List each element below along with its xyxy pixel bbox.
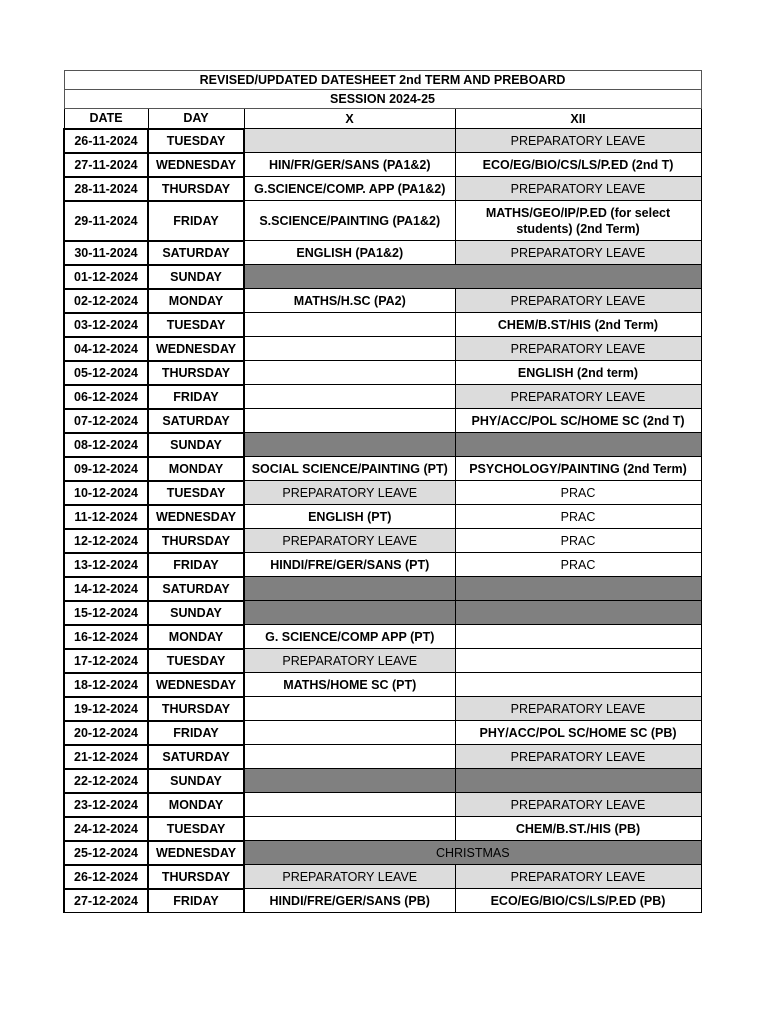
day-cell: TUESDAY bbox=[148, 649, 244, 673]
date-cell: 26-12-2024 bbox=[64, 865, 148, 889]
header-row bbox=[64, 109, 701, 129]
class-xii-cell: PREPARATORY LEAVE bbox=[455, 337, 701, 361]
session-row bbox=[64, 90, 701, 109]
date-cell: 25-12-2024 bbox=[64, 841, 148, 865]
class-xii-cell: PRAC bbox=[455, 553, 701, 577]
column-header-date: DATE bbox=[64, 109, 148, 129]
class-xii-cell: PHY/ACC/POL SC/HOME SC (PB) bbox=[455, 721, 701, 745]
day-cell: SUNDAY bbox=[148, 265, 244, 289]
day-cell: SATURDAY bbox=[148, 241, 244, 265]
day-cell: TUESDAY bbox=[148, 129, 244, 153]
date-cell: 04-12-2024 bbox=[64, 337, 148, 361]
class-x-cell: ENGLISH (PA1&2) bbox=[244, 241, 455, 265]
class-x-cell bbox=[244, 129, 455, 153]
class-xii-cell: PRAC bbox=[455, 505, 701, 529]
table-row bbox=[64, 841, 701, 865]
day-cell: THURSDAY bbox=[148, 177, 244, 201]
table-row bbox=[64, 177, 701, 201]
table-row bbox=[64, 889, 701, 913]
date-cell: 24-12-2024 bbox=[64, 817, 148, 841]
class-xii-cell: PREPARATORY LEAVE bbox=[455, 177, 701, 201]
class-xii-cell: PREPARATORY LEAVE bbox=[455, 129, 701, 153]
class-xii-cell bbox=[455, 625, 701, 649]
date-cell: 30-11-2024 bbox=[64, 241, 148, 265]
table-row bbox=[64, 601, 701, 625]
class-xii-cell: PREPARATORY LEAVE bbox=[455, 241, 701, 265]
table-row bbox=[64, 817, 701, 841]
date-cell: 18-12-2024 bbox=[64, 673, 148, 697]
table-row bbox=[64, 433, 701, 457]
class-x-cell bbox=[244, 745, 455, 769]
class-x-cell: ENGLISH (PT) bbox=[244, 505, 455, 529]
day-cell: WEDNESDAY bbox=[148, 505, 244, 529]
table-row bbox=[64, 673, 701, 697]
date-cell: 23-12-2024 bbox=[64, 793, 148, 817]
class-xii-cell: ECO/EG/BIO/CS/LS/P.ED (PB) bbox=[455, 889, 701, 913]
class-xii-cell: ENGLISH (2nd term) bbox=[455, 361, 701, 385]
day-cell: FRIDAY bbox=[148, 553, 244, 577]
table-row bbox=[64, 409, 701, 433]
class-xii-cell: PRAC bbox=[455, 481, 701, 505]
table-row bbox=[64, 129, 701, 153]
table-row bbox=[64, 265, 701, 289]
day-cell: MONDAY bbox=[148, 289, 244, 313]
class-x-cell bbox=[244, 361, 455, 385]
class-x-cell bbox=[244, 721, 455, 745]
date-cell: 03-12-2024 bbox=[64, 313, 148, 337]
class-x-cell: PREPARATORY LEAVE bbox=[244, 649, 455, 673]
day-cell: TUESDAY bbox=[148, 481, 244, 505]
table-row bbox=[64, 289, 701, 313]
table-row bbox=[64, 361, 701, 385]
table-row bbox=[64, 745, 701, 769]
class-xii-cell: MATHS/GEO/IP/P.ED (for select students) (2nd Term) bbox=[455, 201, 701, 241]
date-cell: 07-12-2024 bbox=[64, 409, 148, 433]
day-cell: THURSDAY bbox=[148, 865, 244, 889]
class-xii-cell: PREPARATORY LEAVE bbox=[455, 745, 701, 769]
class-xii-cell: PSYCHOLOGY/PAINTING (2nd Term) bbox=[455, 457, 701, 481]
class-x-cell: MATHS/H.SC (PA2) bbox=[244, 289, 455, 313]
class-xii-cell bbox=[455, 577, 701, 601]
class-x-cell: G. SCIENCE/COMP APP (PT) bbox=[244, 625, 455, 649]
class-xii-cell: CHEM/B.ST/HIS (2nd Term) bbox=[455, 313, 701, 337]
table-row bbox=[64, 385, 701, 409]
day-cell: SUNDAY bbox=[148, 601, 244, 625]
column-header-day: DAY bbox=[148, 109, 244, 129]
date-cell: 20-12-2024 bbox=[64, 721, 148, 745]
table-row bbox=[64, 201, 701, 241]
column-header-xii: XII bbox=[455, 109, 701, 129]
table-row bbox=[64, 457, 701, 481]
date-cell: 06-12-2024 bbox=[64, 385, 148, 409]
class-x-cell: SOCIAL SCIENCE/PAINTING (PT) bbox=[244, 457, 455, 481]
day-cell: TUESDAY bbox=[148, 313, 244, 337]
class-x-cell bbox=[244, 697, 455, 721]
class-xii-cell: PHY/ACC/POL SC/HOME SC (2nd T) bbox=[455, 409, 701, 433]
date-cell: 19-12-2024 bbox=[64, 697, 148, 721]
day-cell: SUNDAY bbox=[148, 769, 244, 793]
class-x-cell bbox=[244, 601, 455, 625]
day-cell: SUNDAY bbox=[148, 433, 244, 457]
table-row bbox=[64, 505, 701, 529]
date-cell: 22-12-2024 bbox=[64, 769, 148, 793]
day-cell: THURSDAY bbox=[148, 697, 244, 721]
day-cell: MONDAY bbox=[148, 457, 244, 481]
class-xii-cell bbox=[455, 649, 701, 673]
day-cell: SATURDAY bbox=[148, 409, 244, 433]
class-x-cell: MATHS/HOME SC (PT) bbox=[244, 673, 455, 697]
date-cell: 29-11-2024 bbox=[64, 201, 148, 241]
class-xii-cell bbox=[455, 769, 701, 793]
class-xii-cell: PREPARATORY LEAVE bbox=[455, 793, 701, 817]
day-cell: FRIDAY bbox=[148, 201, 244, 241]
column-header-x: X bbox=[244, 109, 455, 129]
sheet-title: REVISED/UPDATED DATESHEET 2nd TERM AND PREBOARD bbox=[64, 71, 701, 90]
class-xii-cell: PRAC bbox=[455, 529, 701, 553]
date-cell: 21-12-2024 bbox=[64, 745, 148, 769]
table-row bbox=[64, 697, 701, 721]
day-cell: THURSDAY bbox=[148, 361, 244, 385]
date-cell: 27-11-2024 bbox=[64, 153, 148, 177]
table-row bbox=[64, 241, 701, 265]
day-cell: WEDNESDAY bbox=[148, 337, 244, 361]
class-x-cell: HINDI/FRE/GER/SANS (PB) bbox=[244, 889, 455, 913]
class-x-cell bbox=[244, 793, 455, 817]
class-x-cell bbox=[244, 385, 455, 409]
date-cell: 27-12-2024 bbox=[64, 889, 148, 913]
class-xii-cell: PREPARATORY LEAVE bbox=[455, 865, 701, 889]
day-cell: MONDAY bbox=[148, 625, 244, 649]
table-row bbox=[64, 481, 701, 505]
blocked-cell bbox=[244, 265, 701, 289]
date-cell: 15-12-2024 bbox=[64, 601, 148, 625]
table-row bbox=[64, 721, 701, 745]
class-x-cell bbox=[244, 817, 455, 841]
table-row bbox=[64, 337, 701, 361]
day-cell: TUESDAY bbox=[148, 817, 244, 841]
class-x-cell bbox=[244, 409, 455, 433]
class-x-cell bbox=[244, 313, 455, 337]
day-cell: WEDNESDAY bbox=[148, 841, 244, 865]
class-x-cell: PREPARATORY LEAVE bbox=[244, 481, 455, 505]
holiday-cell: CHRISTMAS bbox=[244, 841, 701, 865]
day-cell: MONDAY bbox=[148, 793, 244, 817]
date-cell: 08-12-2024 bbox=[64, 433, 148, 457]
date-cell: 05-12-2024 bbox=[64, 361, 148, 385]
table-row bbox=[64, 153, 701, 177]
table-row bbox=[64, 313, 701, 337]
date-cell: 10-12-2024 bbox=[64, 481, 148, 505]
class-xii-cell: ECO/EG/BIO/CS/LS/P.ED (2nd T) bbox=[455, 153, 701, 177]
datesheet-body bbox=[64, 129, 701, 913]
class-x-cell bbox=[244, 337, 455, 361]
table-row bbox=[64, 625, 701, 649]
table-row bbox=[64, 577, 701, 601]
class-x-cell: PREPARATORY LEAVE bbox=[244, 529, 455, 553]
class-x-cell: PREPARATORY LEAVE bbox=[244, 865, 455, 889]
date-cell: 09-12-2024 bbox=[64, 457, 148, 481]
day-cell: WEDNESDAY bbox=[148, 153, 244, 177]
class-x-cell bbox=[244, 769, 455, 793]
day-cell: FRIDAY bbox=[148, 889, 244, 913]
date-cell: 17-12-2024 bbox=[64, 649, 148, 673]
class-x-cell: S.SCIENCE/PAINTING (PA1&2) bbox=[244, 201, 455, 241]
date-cell: 14-12-2024 bbox=[64, 577, 148, 601]
date-cell: 11-12-2024 bbox=[64, 505, 148, 529]
date-cell: 01-12-2024 bbox=[64, 265, 148, 289]
class-xii-cell: CHEM/B.ST./HIS (PB) bbox=[455, 817, 701, 841]
table-row bbox=[64, 649, 701, 673]
class-xii-cell bbox=[455, 673, 701, 697]
date-cell: 28-11-2024 bbox=[64, 177, 148, 201]
datesheet-table bbox=[63, 70, 702, 913]
table-row bbox=[64, 529, 701, 553]
class-x-cell bbox=[244, 433, 455, 457]
day-cell: THURSDAY bbox=[148, 529, 244, 553]
class-x-cell bbox=[244, 577, 455, 601]
class-xii-cell bbox=[455, 433, 701, 457]
table-row bbox=[64, 769, 701, 793]
class-x-cell: G.SCIENCE/COMP. APP (PA1&2) bbox=[244, 177, 455, 201]
class-x-cell: HINDI/FRE/GER/SANS (PT) bbox=[244, 553, 455, 577]
class-x-cell: HIN/FR/GER/SANS (PA1&2) bbox=[244, 153, 455, 177]
date-cell: 13-12-2024 bbox=[64, 553, 148, 577]
date-cell: 16-12-2024 bbox=[64, 625, 148, 649]
table-row bbox=[64, 553, 701, 577]
class-xii-cell: PREPARATORY LEAVE bbox=[455, 385, 701, 409]
class-xii-cell bbox=[455, 601, 701, 625]
class-xii-cell: PREPARATORY LEAVE bbox=[455, 697, 701, 721]
date-cell: 02-12-2024 bbox=[64, 289, 148, 313]
class-xii-cell: PREPARATORY LEAVE bbox=[455, 289, 701, 313]
table-row bbox=[64, 865, 701, 889]
date-cell: 12-12-2024 bbox=[64, 529, 148, 553]
session-label: SESSION 2024-25 bbox=[64, 90, 701, 109]
day-cell: SATURDAY bbox=[148, 577, 244, 601]
title-row bbox=[64, 71, 701, 90]
table-row bbox=[64, 793, 701, 817]
day-cell: FRIDAY bbox=[148, 721, 244, 745]
day-cell: FRIDAY bbox=[148, 385, 244, 409]
day-cell: WEDNESDAY bbox=[148, 673, 244, 697]
date-cell: 26-11-2024 bbox=[64, 129, 148, 153]
day-cell: SATURDAY bbox=[148, 745, 244, 769]
